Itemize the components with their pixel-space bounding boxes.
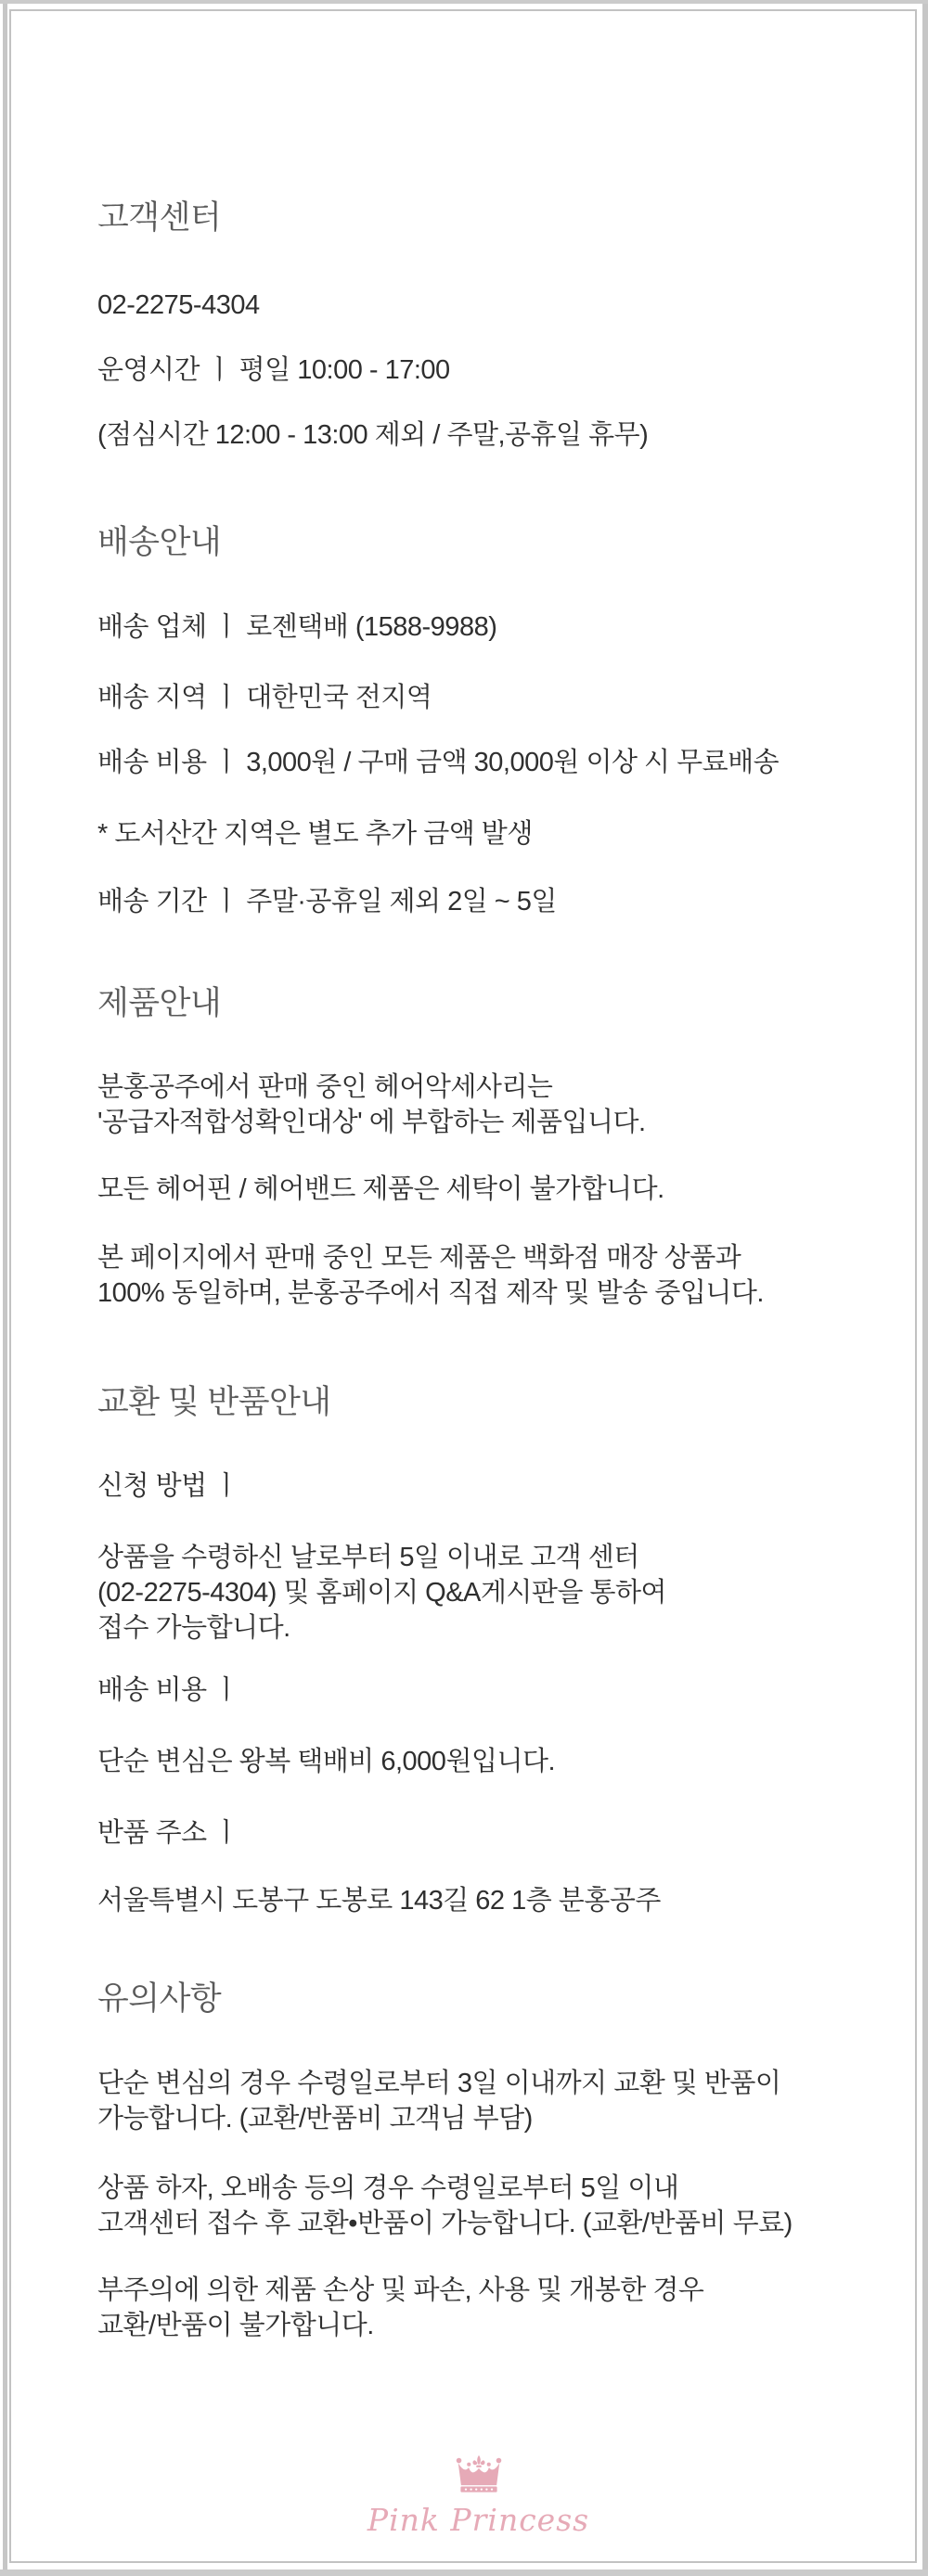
exchange-method-label: 신청 방법 ㅣ — [97, 1471, 239, 1501]
outer-frame-top — [0, 0, 928, 4]
product-para1-line2: '공급자적합성확인대상' 에 부합하는 제품입니다. — [97, 1108, 646, 1137]
notice-para3 — [97, 2273, 859, 2343]
outer-frame-right — [922, 4, 928, 2570]
product-heading: 제품안내 — [97, 985, 222, 1021]
info-panel — [9, 9, 917, 2563]
notice-para1 — [97, 2066, 859, 2136]
exchange-method-line1: 상품을 수령하신 날로부터 5일 이내로 고객 센터 — [97, 1543, 639, 1572]
outer-frame-left — [3, 4, 7, 2570]
product-para3-line2: 100% 동일하며, 분홍공주에서 직접 제작 및 발송 중입니다. — [97, 1278, 764, 1308]
exchange-return-heading: 교환 및 반품안내 — [97, 1384, 331, 1420]
product-para2: 모든 헤어핀 / 헤어밴드 제품은 세탁이 불가합니다. — [97, 1174, 664, 1204]
exchange-method-line3: 접수 가능합니다. — [97, 1613, 290, 1643]
exchange-method-line2: (02-2275-4304) 및 홈페이지 Q&A게시판을 통하여 — [97, 1578, 667, 1608]
customer-center-hours-note: (점심시간 12:00 - 13:00 제외 / 주말,공휴일 휴무) — [97, 420, 649, 450]
shipping-period: 배송 기간 ㅣ 주말·공휴일 제외 2일 ~ 5일 — [97, 887, 557, 916]
notice-para3-line1: 부주의에 의한 제품 손상 및 파손, 사용 및 개봉한 경우 — [97, 2275, 704, 2305]
crown-icon — [453, 2454, 505, 2494]
shipping-cost: 배송 비용 ㅣ 3,000원 / 구매 금액 30,000원 이상 시 무료배송 — [97, 748, 780, 777]
product-para1-line1: 분홍공주에서 판매 중인 헤어악세사리는 — [97, 1072, 553, 1102]
exchange-method-para — [97, 1540, 859, 1646]
shipping-region: 배송 지역 ㅣ 대한민국 전지역 — [97, 683, 432, 712]
notice-para2 — [97, 2171, 859, 2241]
info-content — [11, 198, 915, 2576]
shipping-carrier: 배송 업체 ㅣ 로젠택배 (1588-9988) — [97, 612, 497, 642]
customer-center-hours: 운영시간 ㅣ 평일 10:00 - 17:00 — [97, 355, 450, 385]
notice-heading: 유의사항 — [97, 1980, 222, 2017]
notice-para2-line1: 상품 하자, 오배송 등의 경우 수령일로부터 5일 이내 — [97, 2173, 679, 2203]
notice-para2-line2: 고객센터 접수 후 교환•반품이 가능합니다. (교환/반품비 무료) — [97, 2209, 793, 2238]
customer-center-heading: 고객센터 — [97, 199, 222, 236]
notice-para1-line2: 가능합니다. (교환/반품비 고객님 부담) — [97, 2104, 533, 2134]
shipping-heading: 배송안내 — [97, 524, 222, 560]
exchange-cost-label: 배송 비용 ㅣ — [97, 1675, 239, 1705]
customer-center-phone: 02-2275-4304 — [97, 290, 260, 320]
notice-para3-line2: 교환/반품이 불가합니다. — [97, 2311, 374, 2340]
product-para3-line1: 본 페이지에서 판매 중인 모든 제품은 백화점 매장 상품과 — [97, 1243, 741, 1273]
brand-logo — [97, 2454, 859, 2539]
product-para3 — [97, 1240, 859, 1311]
brand-name: Pink Princess — [367, 2502, 590, 2538]
notice-para1-line1: 단순 변심의 경우 수령일로부터 3일 이내까지 교환 및 반품이 — [97, 2069, 781, 2098]
shipping-island-note: * 도서산간 지역은 별도 추가 금액 발생 — [97, 819, 533, 849]
return-address-text: 서울특별시 도봉구 도봉로 143길 62 1층 분홍공주 — [97, 1886, 661, 1916]
exchange-cost-text: 단순 변심은 왕복 택배비 6,000원입니다. — [97, 1747, 556, 1776]
product-para1 — [97, 1070, 859, 1140]
return-address-label: 반품 주소 ㅣ — [97, 1818, 239, 1848]
